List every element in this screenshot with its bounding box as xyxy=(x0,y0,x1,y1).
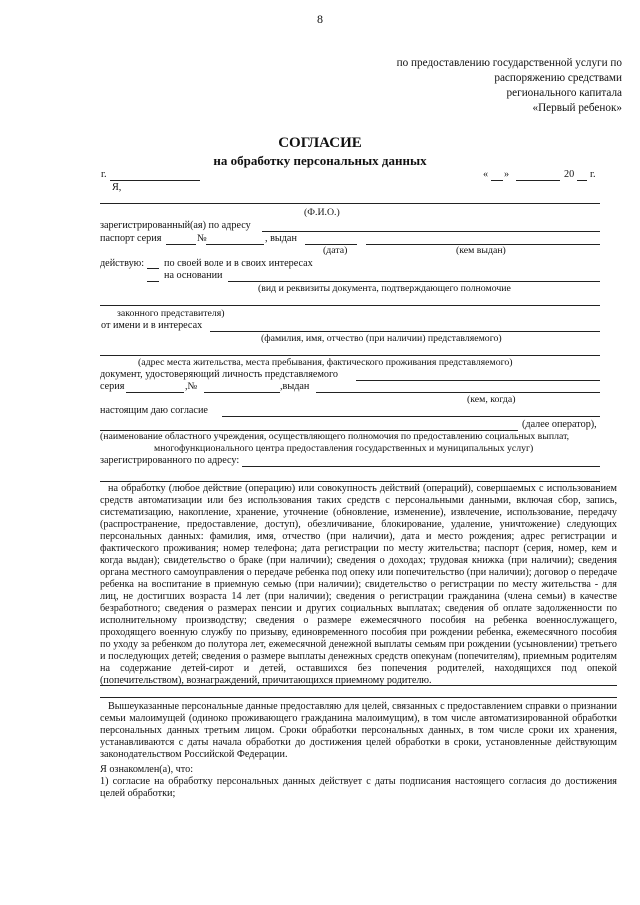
on-basis-label: на основании xyxy=(164,270,223,281)
passport-series-field[interactable] xyxy=(166,244,196,245)
number-field[interactable] xyxy=(204,392,280,393)
fio-field[interactable] xyxy=(100,203,600,204)
document-title: СОГЛАСИЕ xyxy=(278,135,362,151)
i-label: Я, xyxy=(112,182,122,193)
legal-representative-caption: законного представителя) xyxy=(117,308,225,319)
id-document-field[interactable] xyxy=(356,380,600,381)
on-basis-checkbox[interactable] xyxy=(147,281,159,282)
address-continuation-field[interactable] xyxy=(100,481,600,482)
passport-number-label: № xyxy=(197,233,207,244)
represented-fio-caption: (фамилия, имя, отчество (при наличии) представляемого) xyxy=(261,333,502,344)
who-when-caption: (кем, когда) xyxy=(467,394,516,405)
item-1: 1) согласие на обработку персональных данных действует с даты подписания настоящего согласия до достижения целей обработки; xyxy=(100,776,617,799)
year-prefix: 20 xyxy=(564,169,575,180)
blank-line-1[interactable] xyxy=(100,685,617,686)
authority-document-caption: (вид и реквизиты документа, подтверждающего полномочие xyxy=(258,283,511,294)
fio-caption: (Ф.И.О.) xyxy=(304,207,340,218)
passport-issued-label: , выдан xyxy=(265,233,297,244)
id-document-label: документ, удостоверяющий личность представляемого xyxy=(100,369,339,380)
year-field[interactable] xyxy=(577,180,587,181)
own-will-label: по своей воле и в своих интересах xyxy=(164,258,313,269)
day-field[interactable] xyxy=(491,180,503,181)
header-line-3: регионального капитала xyxy=(506,87,622,99)
acting-label: действую: xyxy=(100,258,145,269)
header-line-2: распоряжению средствами xyxy=(494,72,622,84)
processing-paragraph: на обработку (любое действие (операцию) или совокупность действий (операций), совершаемых с использованием средств автоматизации или без использования таких средств с персональными данными, включая сбор, запись, систематизацию, накопление, хранение, уточнение (обновление, изменение), извлечение, использование, передачу (распространение, предоставление, доступ), обезличивание, блокирование, удаление, уничтожение) следующих персональных данных: фамилия, имя, отчество (при наличии), дата и место рождения; адрес регистрации и фактического проживания; номер телефона; дата регистрации по месту жительства; паспорт (серия, номер, кем и когда выдан); свидетельство о браке (при наличии); сведения о доходах; трудовая книжка (при наличии); сведения органа местного самоуправления о передаче ребенка под опеку или попечительство (при наличии); договор о передаче ребенка на воспитание в приемную семью (при наличии); свидетельство о регистрации по месту жительства - для лиц, не достигших возраста 14 лет (при наличии); сведения о регистрации гражданина (члена семьи) в качестве безработного; сведения о размерах пенсии и других социальных выплатах; сведения об оплате задолженности по исполнительному производству; сведения о размере ежемесячного пособия на ребенка военнослужащего, проходящего военную службу по призыву, единовременного пособия при рождении ребенка, ежемесячного пособия по уходу за ребенком до полутора лет, ежемесячной денежной выплаты семьям при рождении (усыновлении) третьего и последующих детей; сведения о размере выплаты денежных средств опекунам (попечителям), приемным родителям на содержание детей-сирот и детей, оставшихся без попечения родителей, находящихся под опекой (попечительством), вознаграждений, причитающихся приемному родителю. xyxy=(100,483,617,686)
document-subtitle: на обработку персональных данных xyxy=(213,153,427,168)
series-label: серия xyxy=(100,381,125,392)
registered-address-2-label: зарегистрированного по адресу: xyxy=(100,455,240,466)
month-field[interactable] xyxy=(516,180,560,181)
on-behalf-label: от имени и в интересах xyxy=(101,320,203,331)
header-line-1: по предоставлению государственной услуги по xyxy=(396,57,622,69)
year-suffix: г. xyxy=(590,169,596,180)
on-basis-field[interactable] xyxy=(228,281,600,282)
header-line-4: «Первый ребенок» xyxy=(532,102,622,114)
city-field[interactable] xyxy=(110,180,200,181)
represented-fio-field[interactable] xyxy=(210,331,600,332)
city-prefix: г. xyxy=(101,169,107,180)
institution-caption-1: (наименование областного учреждения, осуществляющего полномочия по предоставлению социальных выплат, xyxy=(100,431,570,442)
issued2-field[interactable] xyxy=(316,392,600,393)
blank-line-2[interactable] xyxy=(100,697,617,698)
own-will-checkbox[interactable] xyxy=(147,268,159,269)
acknowledged-label: Я ознакомлен(а), что: xyxy=(100,764,194,775)
page-number: 8 xyxy=(317,12,323,26)
date-caption: (дата) xyxy=(323,245,348,256)
registered-address-label: зарегистрированный(ая) по адресу xyxy=(100,220,251,231)
series-field[interactable] xyxy=(126,392,184,393)
issued2-label: ,выдан xyxy=(280,381,310,392)
operator-label: (далее оператор), xyxy=(522,419,597,430)
hereby-consent-field[interactable] xyxy=(222,416,600,417)
passport-number-field[interactable] xyxy=(206,244,264,245)
date-open-quote: « xyxy=(483,169,489,180)
represented-address-caption: (адрес места жительства, места пребывания, фактического проживания представляемого) xyxy=(138,357,513,368)
institution-caption-2: многофункционального центра предоставления государственных и муниципальных услуг) xyxy=(154,443,534,454)
date-close-quote: » xyxy=(504,169,510,180)
registered-address-2-field[interactable] xyxy=(242,466,600,467)
passport-series-label: паспорт серия xyxy=(100,233,162,244)
hereby-consent-label: настоящим даю согласие xyxy=(100,405,208,416)
number-label: ,№ xyxy=(185,381,198,392)
registered-address-field[interactable] xyxy=(262,231,600,232)
represented-address-field[interactable] xyxy=(100,355,600,356)
issued-by-caption: (кем выдан) xyxy=(456,245,506,256)
purpose-paragraph: Вышеуказанные персональные данные предоставляю для целей, связанных с предоставлением справки о признании семьи малоимущей (одиноко проживающего гражданина малоимущим), в том числе автоматизированной обработки персональных данных третьим лицом. Сроки обработки персональных данных, в том числе сроки их хранения, устанавливаются с даты начала обработки до достижения целей обработки в сроки, установленные действующим законодательством Российской Федерации. xyxy=(100,701,617,760)
authority-document-field[interactable] xyxy=(100,305,600,306)
